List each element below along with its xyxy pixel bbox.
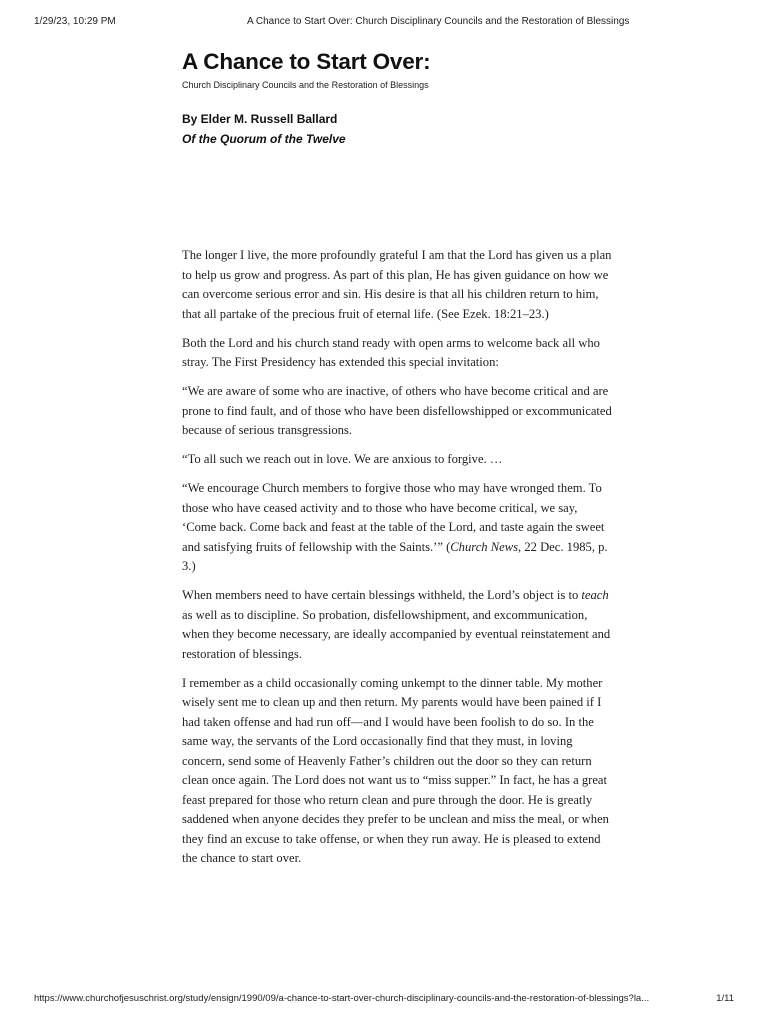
article-title: A Chance to Start Over:	[182, 49, 431, 74]
paragraph-6-end: as well as to discipline. So probation, disfellowshipment, and excommunication, when they become necessary, are ideally accompanied by eventual reinstatement and restoration of blessings.	[182, 607, 611, 661]
print-url: https://www.churchofjesuschrist.org/study/ensign/1990/09/a-chance-to-start-over-church-disciplinary-councils-and-the-restoration-of-blessings?la...	[34, 993, 650, 1004]
print-footer	[34, 993, 734, 1007]
paragraph-6	[182, 586, 614, 664]
paragraph-3: “We are aware of some who are inactive, of others who have become critical and are prone to find fault, and of those who have been disfellowshipped or excommunicated because of serious transgressions.	[182, 384, 612, 437]
article-subtitle: Church Disciplinary Councils and the Restoration of Blessings	[182, 80, 429, 90]
citation-source: Church News,	[450, 539, 522, 554]
paragraph-6-start: When members need to have certain blessings withheld, the Lord’s object is to	[182, 588, 582, 602]
article-author: By Elder M. Russell Ballard	[182, 112, 338, 126]
emphasis-teach: teach	[581, 588, 609, 602]
print-header	[34, 16, 734, 30]
print-datetime: 1/29/23, 10:29 PM	[34, 16, 116, 27]
page-indicator: 1/11	[716, 993, 734, 1004]
citation-detail: 22 Dec. 1985, p. 3.)	[182, 539, 608, 573]
print-document-title: A Chance to Start Over: Church Disciplinary Councils and the Restoration of Blessings	[247, 16, 630, 27]
author-calling: Of the Quorum of the Twelve	[182, 132, 346, 146]
paragraph-1: The longer I live, the more profoundly grateful I am that the Lord has given us a plan to help us grow and progress. As part of this plan, He has given guidance on how we can overcome serious error and sin. His desire is that all his children return to him, that all partake of the precious fruit of eternal life. (See Ezek. 18:21–23.)	[182, 248, 612, 321]
article-body	[182, 246, 614, 878]
paragraph-2: Both the Lord and his church stand ready with open arms to welcome back all who stray. The First Presidency has extended this special invitation:	[182, 335, 600, 369]
paragraph-4: “To all such we reach out in love. We are anxious to forgive. …	[182, 452, 503, 466]
paragraph-5	[182, 479, 614, 577]
paragraph-7: I remember as a child occasionally coming unkempt to the dinner table. My mother wisely sent me to clean up and then return. My parents would have been pained if I had taken offense and had run off—and I would have been foolish to do so. In the same way, the servants of the Lord occasionally find that they must, in loving concern, send some of Heavenly Father’s children out the door so they can return clean once again. The Lord does not want us to “miss supper.” In fact, he has a great feast prepared for those who return clean and pure through the door. He is greatly saddened when anyone decides they prefer to be unclean and miss the meal, or when they find an excuse to take offense, or when they run away. He is pleased to extend the chance to start over.	[182, 675, 609, 865]
paragraph-5-text: “We encourage Church members to forgive those who may have wronged them. To those who have ceased activity and to those who have become critical, we say, ‘Come back. Come back and feast at the table of the Lord, and taste again the sweet and satisfying fruits of fellowship with the Saints.’” (	[182, 481, 605, 554]
article	[182, 48, 614, 865]
